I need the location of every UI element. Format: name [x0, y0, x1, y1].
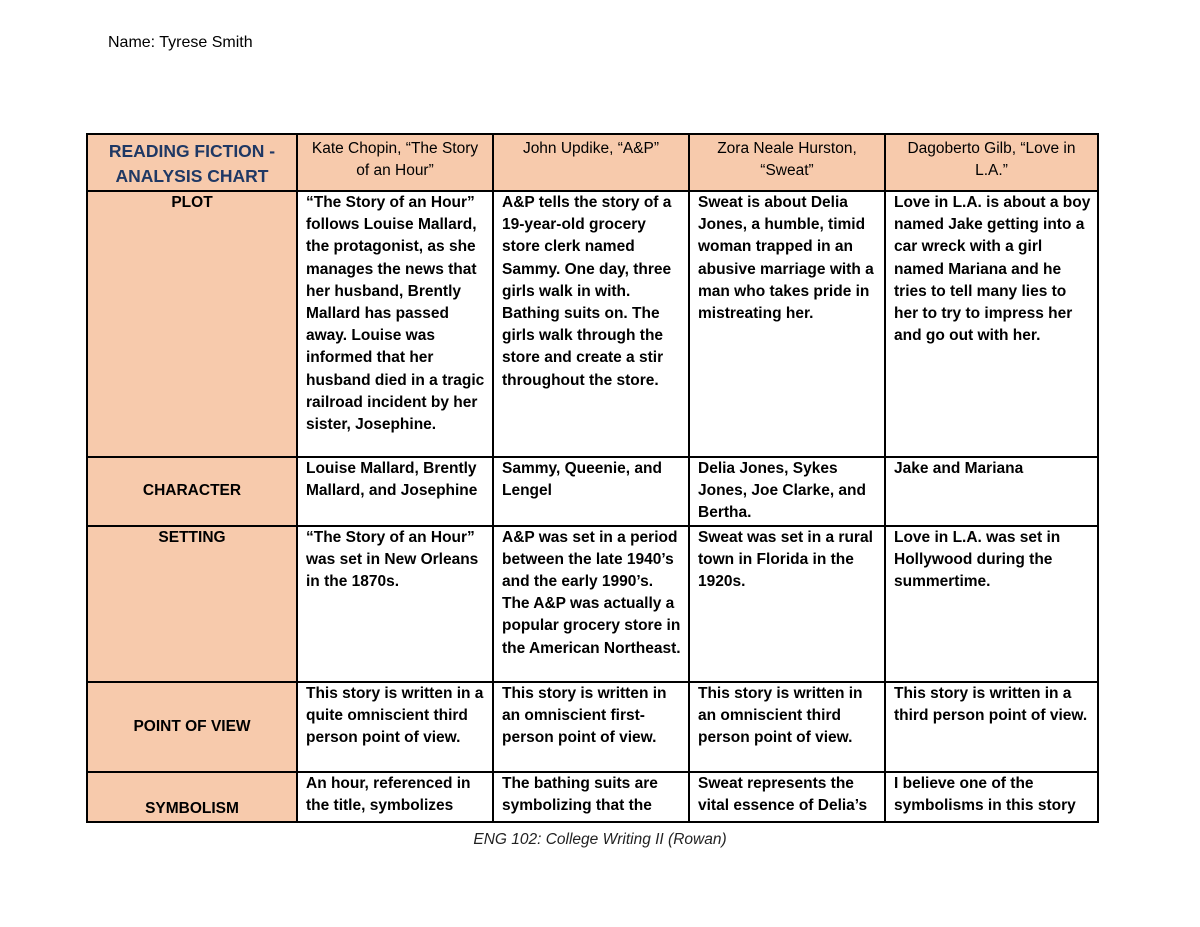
table-cell: This story is written in an omniscient third person point of view. [689, 682, 885, 772]
table-cell: Sweat represents the vital essence of Delia’s [689, 772, 885, 822]
table-header-row [87, 134, 1098, 191]
column-header-hurston: Zora Neale Hurston, “Sweat” [689, 134, 885, 191]
table-row-symbolism [87, 772, 1098, 822]
table-row-plot [87, 191, 1098, 457]
table-cell: I believe one of the symbolisms in this story [885, 772, 1098, 822]
table-row-point-of-view [87, 682, 1098, 772]
table-cell: “The Story of an Hour” follows Louise Mallard, the protagonist, as she manages the news that her husband, Brently Mallard has passed away. Louise was informed that her husband died in a tragic railroad incident by her sister, Josephine. [297, 191, 493, 457]
row-label-setting: SETTING [87, 526, 297, 682]
table-cell: The bathing suits are symbolizing that the [493, 772, 689, 822]
page-footer: ENG 102: College Writing II (Rowan) [473, 831, 727, 848]
table-cell: This story is written in a third person point of view. [885, 682, 1098, 772]
column-header-gilb: Dagoberto Gilb, “Love in L.A.” [885, 134, 1098, 191]
column-header-updike: John Updike, “A&P” [493, 134, 689, 191]
table-cell: Love in L.A. is about a boy named Jake getting into a car wreck with a girl named Mariana and he tries to tell many lies to her to try to impress her and go out with her. [885, 191, 1098, 457]
table-cell: Love in L.A. was set in Hollywood during the summertime. [885, 526, 1098, 682]
table-cell: Sweat was set in a rural town in Florida in the 1920s. [689, 526, 885, 682]
table-cell: Delia Jones, Sykes Jones, Joe Clarke, and Bertha. [689, 457, 885, 526]
table-cell: A&P was set in a period between the late 1940’s and the early 1990’s. The A&P was actually a popular grocery store in the American Northeast. [493, 526, 689, 682]
analysis-chart-table [86, 133, 1099, 823]
table-cell: This story is written in a quite omniscient third person point of view. [297, 682, 493, 772]
table-cell: This story is written in an omniscient first-person point of view. [493, 682, 689, 772]
table-cell: Sweat is about Delia Jones, a humble, timid woman trapped in an abusive marriage with a man who takes pride in mistreating her. [689, 191, 885, 457]
table-row-character [87, 457, 1098, 526]
table-cell: “The Story of an Hour” was set in New Orleans in the 1870s. [297, 526, 493, 682]
row-label-point-of-view: POINT OF VIEW [87, 682, 297, 772]
table-cell: Jake and Mariana [885, 457, 1098, 526]
table-row-setting [87, 526, 1098, 682]
chart-title: READING FICTION - ANALYSIS CHART [87, 134, 297, 191]
row-label-character: CHARACTER [87, 457, 297, 526]
column-header-chopin: Kate Chopin, “The Story of an Hour” [297, 134, 493, 191]
table-cell: A&P tells the story of a 19-year-old grocery store clerk named Sammy. One day, three girls walk in with. Bathing suits on. The girls walk through the store and create a stir throughout the store. [493, 191, 689, 457]
table-cell: Sammy, Queenie, and Lengel [493, 457, 689, 526]
student-name: Name: Tyrese Smith [108, 34, 253, 51]
row-label-plot: PLOT [87, 191, 297, 457]
row-label-symbolism: SYMBOLISM [87, 772, 297, 822]
table-cell: An hour, referenced in the title, symbolizes [297, 772, 493, 822]
table-cell: Louise Mallard, Brently Mallard, and Josephine [297, 457, 493, 526]
